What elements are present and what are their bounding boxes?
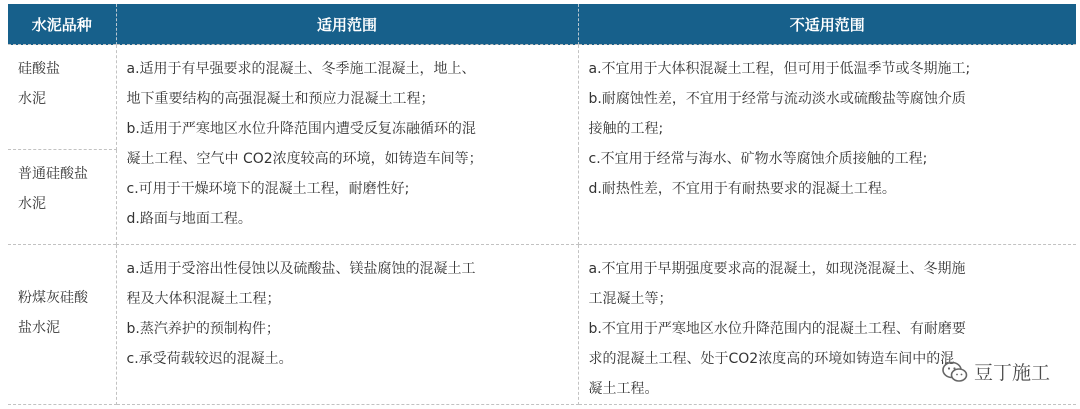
applicable-line: 程及大体积混凝土工程； [126, 291, 281, 307]
cement-name: 水泥 [18, 91, 46, 107]
applicable-line: b.蒸汽养护的预制构件； [126, 321, 280, 337]
applicable-line: d.路面与地面工程。 [126, 211, 252, 227]
applicable-line: a.适用于受溶出性侵蚀以及硫酸盐、镁盐腐蚀的混凝土工 [126, 261, 476, 277]
cement-name: 硅酸盐 [18, 61, 60, 77]
not-applicable-cell [578, 45, 1076, 245]
cement-name-cell [8, 245, 116, 405]
not-applicable-line: b.不宜用于严寒地区水位升降范围内的混凝土工程、有耐磨要 [588, 321, 966, 337]
applicable-line: 凝土工程、空气中 CO2浓度较高的环境，如铸造车间等； [126, 151, 483, 167]
header-cement-type: 水泥品种 [8, 4, 116, 45]
applicable-line: c.承受荷载较迟的混凝土。 [126, 351, 293, 367]
cement-name: 普通硅酸盐 [18, 166, 88, 182]
applicable-cell [116, 245, 578, 405]
applicable-line: a.适用于有早强要求的混凝土、冬季施工混凝土，地上、 [126, 61, 476, 77]
not-applicable-line: c.不宜用于经常与海水、矿物水等腐蚀介质接触的工程; [588, 151, 928, 167]
cement-name: 盐水泥 [18, 320, 60, 336]
not-applicable-line: d.耐热性差，不宜用于有耐热要求的混凝土工程。 [588, 181, 896, 197]
watermark [942, 358, 1050, 385]
cement-name: 水泥 [18, 196, 46, 212]
table-row [8, 245, 1076, 405]
applicable-line: c.可用于干燥环境下的混凝土工程，耐磨性好; [126, 181, 410, 197]
applicable-cell [116, 45, 578, 245]
not-applicable-line: b.耐腐蚀性差，不宜用于经常与流动淡水或硫酸盐等腐蚀介质 [588, 91, 966, 107]
table-row [8, 45, 1076, 150]
not-applicable-line: 凝土工程。 [588, 381, 659, 397]
cement-table [8, 4, 1076, 405]
not-applicable-line: a.不宜用于大体积混凝土工程，但可用于低温季节或冬期施工; [588, 61, 971, 77]
watermark-text: 豆丁施工 [973, 362, 1050, 384]
header-applicable: 适用范围 [116, 4, 578, 45]
applicable-line: 地下重要结构的高强混凝土和预应力混凝土工程； [126, 91, 435, 107]
cement-name-cell [8, 45, 116, 150]
applicable-line: b.适用于严寒地区水位升降范围内遭受反复冻融循环的混 [126, 121, 476, 137]
not-applicable-line: 求的混凝土工程、处于CO2浓度高的环境如铸造车间中的混 [588, 351, 955, 367]
not-applicable-line: a.不宜用于早期强度要求高的混凝土，如现浇混凝土、冬期施 [588, 261, 966, 277]
header-not-applicable: 不适用范围 [578, 4, 1076, 45]
cement-name-cell [8, 150, 116, 245]
wechat-icon [942, 361, 968, 383]
not-applicable-line: 工混凝土等； [588, 291, 673, 307]
cement-name: 粉煤灰硅酸 [18, 290, 88, 306]
header-row [8, 4, 1076, 45]
not-applicable-line: 接触的工程; [588, 121, 664, 137]
